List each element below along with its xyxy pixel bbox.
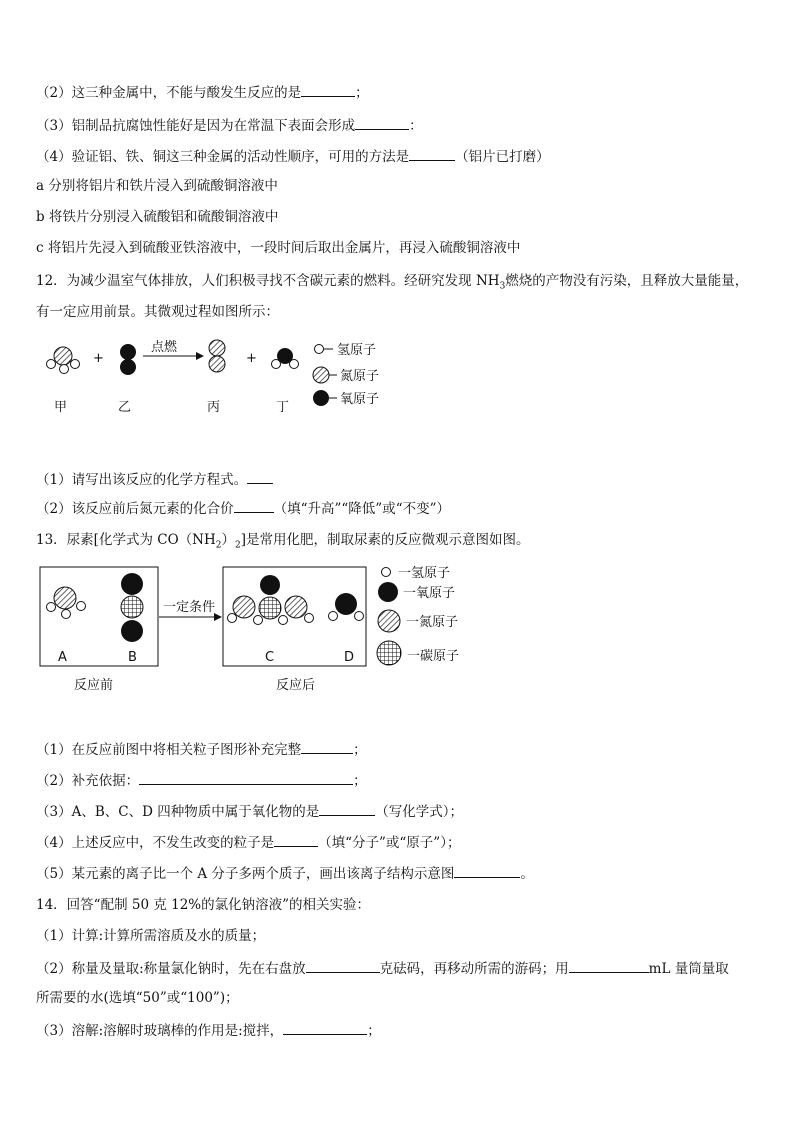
- q14-intro: 14．回答“配制 50 克 12%的氯化钠溶液”的相关实验：: [36, 897, 371, 913]
- q13-part1-text: （1）在反应前图中将相关粒子图形补充完整: [36, 742, 302, 758]
- q11-part4-text: （4）验证铝、铁、铜这三种金属的活动性顺序，可用的方法是: [36, 149, 410, 165]
- q11-option-c: c 将铝片先浸入到硫酸亚铁溶液中，一段时间后取出金属片，再浸入硫酸铜溶液中: [36, 240, 521, 256]
- legend-hydrogen: 氢原子: [337, 343, 377, 358]
- q14-part3-text: （3）溶解:溶解时玻璃棒的作用是:搅拌，: [36, 1023, 284, 1039]
- subscript: 2: [215, 540, 222, 551]
- q14-part2: [36, 958, 729, 978]
- legend-hydrogen: 一氢原子: [398, 566, 451, 581]
- q14-part2-cont: 所需要的水(选填“50”或“100”)；: [36, 990, 239, 1006]
- subscript: 2: [234, 540, 241, 551]
- q11-part4-note: （铝片已打磨）: [455, 149, 550, 165]
- punct: ：: [409, 118, 423, 134]
- punct: ；: [367, 1023, 381, 1039]
- subscript: 3: [499, 281, 506, 292]
- label-ding: 丁: [276, 400, 290, 415]
- carbon-atom-icon: [377, 641, 401, 665]
- q13-part3: [36, 801, 463, 821]
- q13-part5-text: （5）某元素的离子比一个 A 分子多两个质子，画出该离子结构示意图: [36, 866, 455, 882]
- plus-sign: +: [93, 351, 104, 366]
- legend-carbon: 一碳原子: [407, 649, 460, 664]
- label-jia: 甲: [54, 400, 68, 415]
- legend-nitrogen: 一氮原子: [406, 615, 459, 630]
- q13-part1: [36, 739, 367, 759]
- punct: ；: [353, 773, 367, 789]
- legend-oxygen: 一氧原子: [403, 586, 456, 601]
- q14-part2-mid: 克砝码，再移动所需的游码；用: [379, 961, 569, 977]
- label-c: C: [265, 650, 275, 665]
- q11-option-a: a 分别将铝片和铁片浸入到硫酸铜溶液中: [36, 178, 278, 194]
- q13-legend: [377, 566, 459, 665]
- q12-part2-note: （填“升高”“降低”或“不变”）: [273, 501, 451, 517]
- answer-blank[interactable]: [306, 958, 380, 973]
- q12-intro-text: 12．为减少温室气体排放，人们积极寻找不含碳元素的燃料。经研究发现 NH: [36, 273, 500, 289]
- q13-intro-text: 13．尿素[化学式为 CO（NH: [36, 532, 216, 548]
- q13-intro-end: ]是常用化肥，制取尿素的反应微观示意图如图。: [240, 532, 530, 548]
- reaction-condition: 一定条件: [163, 600, 216, 615]
- answer-blank[interactable]: [301, 739, 353, 754]
- paren: ）: [221, 532, 235, 548]
- oxygen-atom-icon: [378, 582, 398, 602]
- q12-intro-line2: 有一定应用前景。其微观过程如图所示：: [36, 304, 279, 320]
- q14-part1: （1）计算:计算所需溶质及水的质量；: [36, 928, 266, 944]
- label-before: 反应前: [74, 678, 114, 693]
- q13-part4: [36, 832, 460, 852]
- q14-part2-text: （2）称量及量取:称量氯化钠时，先在右盘放: [36, 961, 306, 977]
- arrow-head: [214, 613, 222, 621]
- q13-part3-text: （3）A、B、C、D 四种物质中属于氧化物的是: [36, 804, 320, 820]
- label-b: B: [128, 650, 137, 665]
- reaction-condition: 点燃: [151, 340, 178, 355]
- legend-nitrogen: 氮原子: [340, 369, 380, 384]
- molecule-a: [47, 587, 86, 619]
- q14-part2-end: mL 量筒量取: [648, 961, 729, 977]
- q11-part2-text: （2）这三种金属中，不能与酸发生反应的是: [36, 85, 302, 101]
- punct: ；: [355, 85, 369, 101]
- label-yi: 乙: [118, 400, 132, 415]
- label-bing: 丙: [207, 400, 221, 415]
- q13-part3-note: （写化学式）；: [375, 804, 463, 820]
- answer-blank[interactable]: [283, 1020, 367, 1035]
- q11-part3-text: （3）铝制品抗腐蚀性能好是因为在常温下表面会形成: [36, 118, 356, 134]
- answer-blank[interactable]: [454, 863, 520, 878]
- label-d: D: [344, 650, 355, 665]
- punct: 。: [520, 866, 534, 882]
- plus-sign: +: [246, 351, 257, 366]
- molecule-c: [228, 575, 314, 625]
- answer-blank[interactable]: [569, 958, 649, 973]
- q13-part4-note: （填“分子”或“原子”）；: [318, 835, 461, 851]
- hydrogen-atom-icon: [382, 568, 391, 577]
- answer-blank[interactable]: [319, 801, 375, 816]
- q12-part1-text: （1）请写出该反应的化学方程式。: [36, 472, 248, 488]
- q12-intro-text-cont: 燃烧的产物没有污染，且释放大量能量，: [505, 273, 749, 289]
- q14-part3: [36, 1020, 381, 1040]
- answer-blank[interactable]: [274, 832, 318, 847]
- nitrogen-atom-icon: [378, 610, 400, 632]
- punct: ；: [353, 742, 367, 758]
- q13-part4-text: （4）上述反应中，不发生改变的粒子是: [36, 835, 275, 851]
- q11-option-b: b 将铁片分别浸入硫酸铝和硫酸铜溶液中: [36, 209, 279, 225]
- q12-part2-text: （2）该反应前后氮元素的化合价: [36, 501, 234, 517]
- label-after: 反应后: [276, 678, 316, 693]
- q13-part5: [36, 863, 534, 883]
- q13-part2: [36, 770, 367, 790]
- molecule-d: [329, 593, 364, 621]
- q13-part2-text: （2）补充依据：: [36, 773, 140, 789]
- answer-blank[interactable]: [139, 770, 353, 785]
- legend-oxygen: 氧原子: [340, 392, 380, 407]
- molecule-b: [121, 573, 143, 642]
- label-a: A: [58, 650, 67, 665]
